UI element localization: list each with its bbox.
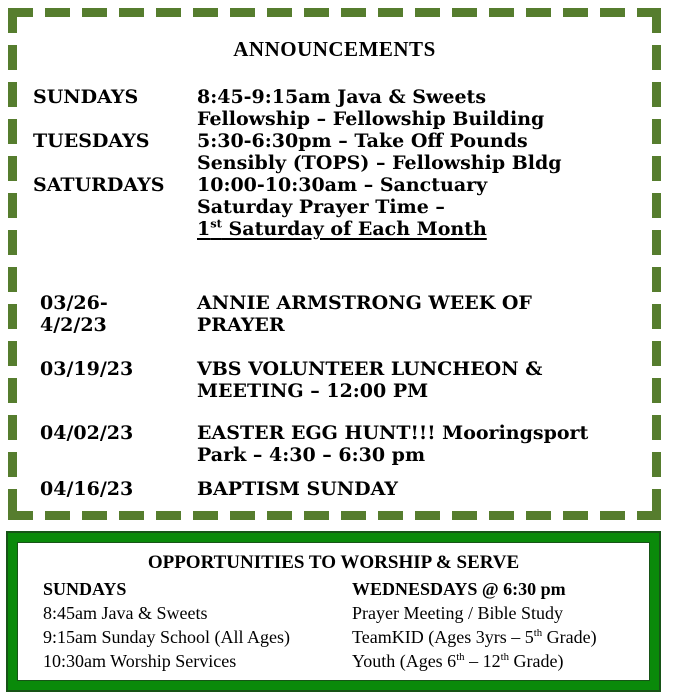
opportunities-title: OPPORTUNITIES TO WORSHIP & SERVE (147, 552, 520, 573)
event-description (197, 422, 661, 466)
weekly-row-sundays (33, 86, 661, 130)
event-row (40, 358, 661, 402)
event-row (40, 292, 661, 336)
event-date (40, 358, 197, 402)
weekly-day-label: SATURDAYS (33, 174, 165, 196)
event-date-line: 04/16/23 (40, 478, 134, 500)
weekly-schedule (8, 86, 661, 240)
wednesdays-item: Youth (Ages 6th – 12th Grade) (352, 651, 564, 671)
event-description (197, 358, 661, 402)
announcements-title: ANNOUNCEMENTS (233, 37, 436, 61)
event-date (40, 422, 197, 466)
weekly-detail (197, 86, 661, 130)
event-description-line: PRAYER (197, 314, 285, 336)
weekly-detail (197, 130, 661, 174)
weekly-day-label: SUNDAYS (33, 86, 139, 108)
opportunities-wednesdays-column (352, 577, 650, 673)
event-description-line: EASTER EGG HUNT!!! Mooringsport (197, 422, 589, 444)
event-description (197, 478, 661, 500)
opportunities-sundays-column (43, 577, 352, 673)
event-row (40, 422, 661, 466)
weekly-row-tuesdays (33, 130, 661, 174)
event-row (40, 478, 661, 500)
event-description-line: VBS VOLUNTEER LUNCHEON & (197, 358, 543, 380)
event-date (40, 292, 197, 336)
weekly-detail (197, 174, 661, 240)
weekly-day-label: TUESDAYS (33, 130, 150, 152)
announcements-box (8, 8, 661, 520)
event-date-line: 03/26- (40, 292, 108, 314)
event-date-line: 03/19/23 (40, 358, 134, 380)
weekly-detail-line: 5:30-6:30pm – Take Off Pounds (197, 130, 528, 152)
event-description-line: Park – 4:30 – 6:30 pm (197, 444, 426, 466)
events-list (8, 292, 661, 500)
dashed-border-bottom (8, 511, 661, 520)
weekly-detail-line: 10:00-10:30am – Sanctuary (197, 174, 488, 196)
event-description-line: BAPTISM SUNDAY (197, 478, 398, 500)
sundays-item: 8:45am Java & Sweets (43, 603, 208, 623)
weekly-row-saturdays (33, 174, 661, 240)
weekly-detail-line: Fellowship – Fellowship Building (197, 108, 545, 130)
event-description-line: ANNIE ARMSTRONG WEEK OF (197, 292, 532, 314)
dashed-border-top (8, 8, 661, 17)
weekly-detail-line: 8:45-9:15am Java & Sweets (197, 86, 487, 108)
weekly-detail-line: Sensibly (TOPS) – Fellowship Bldg (197, 152, 562, 174)
event-date-line: 4/2/23 (40, 314, 107, 336)
event-date (40, 478, 197, 500)
wednesdays-item: Prayer Meeting / Bible Study (352, 603, 563, 623)
weekly-detail-line-underlined: 1st Saturday of Each Month (197, 216, 487, 240)
weekly-detail-line: Saturday Prayer Time – (197, 196, 445, 218)
dashed-border-left (8, 8, 17, 520)
event-description (197, 292, 661, 336)
sundays-item: 9:15am Sunday School (All Ages) (43, 627, 290, 647)
sundays-item: 10:30am Worship Services (43, 651, 237, 671)
event-description-line: MEETING – 12:00 PM (197, 380, 429, 402)
wednesdays-item: TeamKID (Ages 3yrs – 5th Grade) (352, 627, 597, 647)
opportunities-box (8, 533, 659, 690)
event-date-line: 04/02/23 (40, 422, 134, 444)
sundays-heading: SUNDAYS (43, 579, 127, 599)
dashed-border-right (652, 8, 661, 520)
opportunities-columns (17, 577, 650, 673)
wednesdays-heading: WEDNESDAYS @ 6:30 pm (352, 579, 566, 599)
